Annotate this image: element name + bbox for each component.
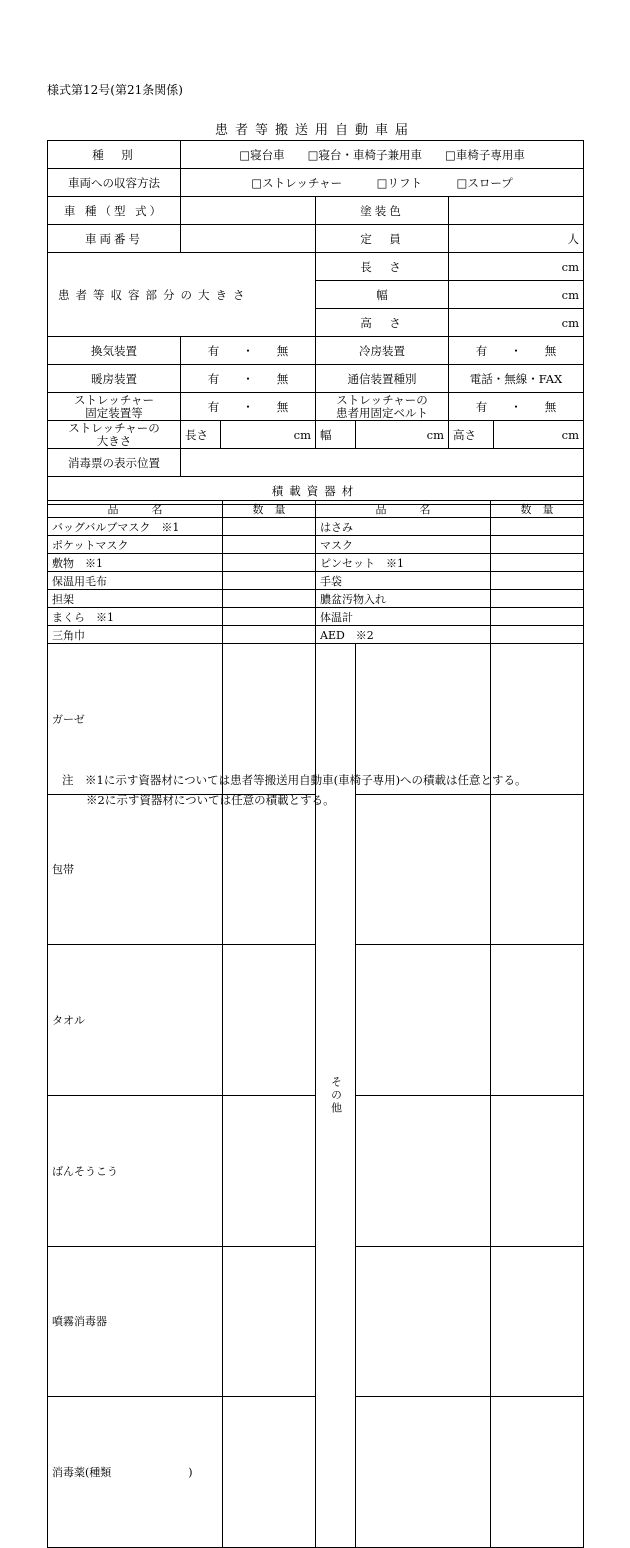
equip-item-left: 敷物 ※1 (48, 554, 223, 572)
equip-item-right: はさみ (316, 518, 491, 536)
comm-device-choice[interactable]: 電話・無線・FAX (449, 365, 584, 393)
notes (62, 770, 527, 810)
qty-header-left: 数 量 (223, 501, 316, 518)
stretcher-width-field[interactable]: cm (356, 421, 449, 449)
comm-device-label: 通信装置種別 (316, 365, 449, 393)
item-header-right: 品 名 (316, 501, 491, 518)
stretcher-height-label: 高さ (449, 421, 494, 449)
equip-qty-right[interactable] (491, 590, 584, 608)
capacity-field[interactable]: 人 (449, 225, 584, 253)
equip-qty-left[interactable] (223, 1095, 316, 1246)
equip-qty-right[interactable] (491, 518, 584, 536)
ventilation-choice[interactable]: 有 ・ 無 (181, 337, 316, 365)
equip-item-left: 担架 (48, 590, 223, 608)
ventilation-label: 換気装置 (48, 337, 181, 365)
capacity-label: 定 員 (316, 225, 449, 253)
equip-item-left (48, 1397, 223, 1548)
equip-qty-left[interactable] (223, 608, 316, 626)
equip-item-left: ポケットマスク (48, 536, 223, 554)
equip-qty-left[interactable] (223, 518, 316, 536)
equipment-table (47, 500, 584, 1548)
equip-item-left: バッグバルブマスク ※1 (48, 518, 223, 536)
equip-qty-left[interactable] (223, 554, 316, 572)
compartment-size-label: 患者等収容部分の大きさ (48, 253, 316, 337)
equip-qty-left[interactable] (223, 536, 316, 554)
other-item-field[interactable] (356, 794, 491, 945)
equip-qty-left[interactable] (223, 794, 316, 945)
equip-qty-left[interactable] (223, 1246, 316, 1397)
equip-qty-left[interactable] (223, 945, 316, 1096)
equip-qty-right[interactable] (491, 794, 584, 945)
note-2: ※2に示す資器材については任意の積載とする。 (62, 790, 527, 810)
equip-qty-right[interactable] (491, 1397, 584, 1548)
equip-qty-left[interactable] (223, 590, 316, 608)
stretcher-size-label: ストレッチャーの 大きさ (48, 421, 181, 449)
width-field[interactable]: cm (449, 281, 584, 309)
equip-item-left: 保温用毛布 (48, 572, 223, 590)
equip-qty-left[interactable] (223, 1397, 316, 1548)
stretcher-length-label: 長さ (181, 421, 221, 449)
equip-qty-right[interactable] (491, 1095, 584, 1246)
height-field[interactable]: cm (449, 309, 584, 337)
document-title: 患者等搬送用自動車届 (0, 119, 630, 138)
equip-item-right: マスク (316, 536, 491, 554)
other-item-field[interactable] (356, 1095, 491, 1246)
model-field[interactable] (181, 197, 316, 225)
equip-item-right: 手袋 (316, 572, 491, 590)
equip-qty-right[interactable] (491, 608, 584, 626)
disinfection-position-label: 消毒票の表示位置 (48, 449, 181, 477)
patient-belt-label: ストレッチャーの 患者用固定ベルト (316, 393, 449, 421)
equip-item-right: 膿盆汚物入れ (316, 590, 491, 608)
stretcher-fixing-choice[interactable]: 有 ・ 無 (181, 393, 316, 421)
storage-method-label: 車両への収容方法 (48, 169, 181, 197)
equip-qty-right[interactable] (491, 945, 584, 1096)
model-label: 車 種（型 式） (48, 197, 181, 225)
height-label: 高 さ (316, 309, 449, 337)
heating-choice[interactable]: 有 ・ 無 (181, 365, 316, 393)
form-reference: 様式第12号(第21条関係) (47, 81, 183, 98)
paint-color-field[interactable] (449, 197, 584, 225)
equip-item-left: 包帯 (48, 794, 223, 945)
heating-label: 暖房装置 (48, 365, 181, 393)
equip-item-left: まくら ※1 (48, 608, 223, 626)
other-items-label: その他 (316, 644, 356, 1548)
equip-qty-left[interactable] (223, 626, 316, 644)
equipment-header: 積載資器材 (48, 477, 584, 505)
plate-number-label: 車両番号 (48, 225, 181, 253)
paint-color-label: 塗装色 (316, 197, 449, 225)
stretcher-height-field[interactable]: cm (494, 421, 584, 449)
equip-item-right: 体温計 (316, 608, 491, 626)
equip-qty-left[interactable] (223, 572, 316, 590)
item-header-left: 品 名 (48, 501, 223, 518)
equip-item-left: タオル (48, 945, 223, 1096)
kind-label: 種 別 (48, 141, 181, 169)
other-item-field[interactable] (356, 1246, 491, 1397)
cooling-label: 冷房装置 (316, 337, 449, 365)
equip-item-left: 三角巾 (48, 626, 223, 644)
vehicle-info-table (47, 140, 584, 505)
other-item-field[interactable] (356, 1397, 491, 1548)
equip-item-left (48, 1246, 223, 1397)
length-field[interactable]: cm (449, 253, 584, 281)
note-1: 注 ※1に示す資器材については患者等搬送用自動車(車椅子専用)への積載は任意とする。 (62, 770, 527, 790)
equip-qty-right[interactable] (491, 554, 584, 572)
equip-item-left: ばんそうこう (48, 1095, 223, 1246)
length-label: 長 さ (316, 253, 449, 281)
equip-item-right: ピンセット ※1 (316, 554, 491, 572)
plate-number-field[interactable] (181, 225, 316, 253)
other-item-field[interactable] (356, 945, 491, 1096)
width-label: 幅 (316, 281, 449, 309)
disinfection-position-field[interactable] (181, 449, 584, 477)
equip-item-left: ガーゼ (48, 644, 223, 795)
stretcher-length-field[interactable]: cm (221, 421, 316, 449)
storage-method-options[interactable]: □ストレッチャー □リフト □スロープ (181, 169, 584, 197)
equip-qty-right[interactable] (491, 1246, 584, 1397)
equip-qty-right[interactable] (491, 536, 584, 554)
kind-options[interactable]: □寝台車 □寝台・車椅子兼用車 □車椅子専用車 (181, 141, 584, 169)
equip-qty-right[interactable] (491, 572, 584, 590)
stretcher-width-label: 幅 (316, 421, 356, 449)
cooling-choice[interactable]: 有 ・ 無 (449, 337, 584, 365)
qty-header-right: 数 量 (491, 501, 584, 518)
equip-item-right: AED ※2 (316, 626, 491, 644)
patient-belt-choice[interactable]: 有 ・ 無 (449, 393, 584, 421)
stretcher-fixing-label: ストレッチャー 固定装置等 (48, 393, 181, 421)
equip-qty-right[interactable] (491, 626, 584, 644)
